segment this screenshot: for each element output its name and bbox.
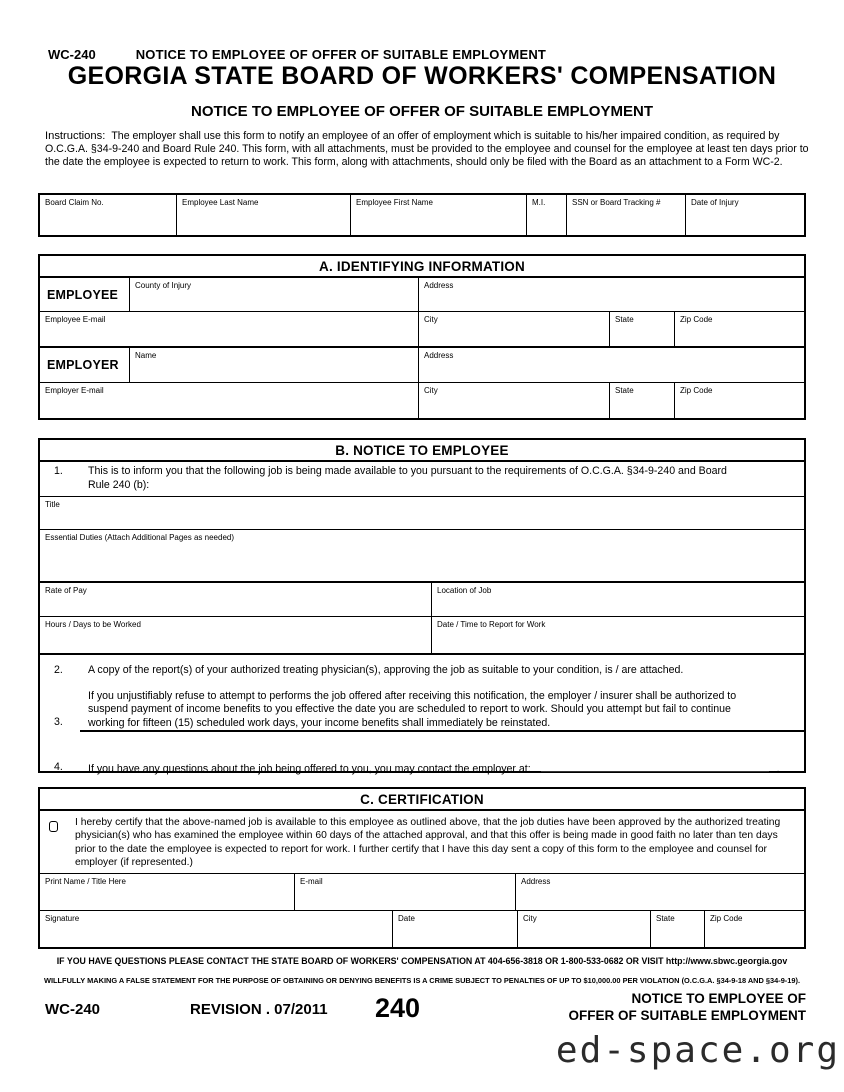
employer-name-field[interactable] — [130, 348, 419, 382]
instructions-label: Instructions: — [45, 130, 106, 142]
cert-name-row — [40, 874, 804, 910]
cert-city-label: City — [523, 914, 537, 924]
employee-last-name-label: Employee Last Name — [182, 198, 259, 207]
item-2-text: A copy of the report(s) of your authorized treating physician(s), approving the job as suitable to your condition, is / are attached. — [88, 664, 684, 676]
job-title-field[interactable] — [40, 496, 804, 529]
cert-state-label: State — [656, 914, 675, 924]
employee-zip-label: Zip Code — [680, 315, 713, 324]
board-claim-no-field[interactable] — [40, 195, 177, 235]
certify-checkbox-wrap — [49, 816, 75, 869]
date-of-injury-label: Date of Injury — [691, 198, 739, 207]
cert-zip-field[interactable] — [705, 911, 804, 947]
cert-signature-row — [40, 910, 804, 947]
cert-email-field[interactable] — [295, 874, 516, 910]
date-of-injury-field[interactable] — [686, 195, 804, 235]
cert-address-field[interactable] — [516, 874, 804, 910]
item-3-line-3: working for fifteen (15) scheduled work days, your income benefits shall immediately be reinstated. — [88, 716, 551, 729]
section-a-title: A. IDENTIFYING INFORMATION — [40, 256, 804, 278]
claim-info-table — [38, 193, 806, 237]
print-name-field[interactable] — [40, 874, 295, 910]
item-1-text: This is to inform you that the following job is being made available to you pursuant to the requirements of O.C.G.A. §34-9-240 and Board Rule 240 (b): — [88, 465, 727, 491]
county-of-injury-field[interactable] — [130, 278, 419, 311]
pay-location-row — [40, 581, 804, 616]
footer-page-number: 240 — [375, 993, 421, 1023]
middle-initial-field[interactable] — [527, 195, 567, 235]
hours-report-row — [40, 616, 804, 653]
notice-item-1 — [40, 462, 804, 496]
footer-revision: REVISION . 07/2011 — [190, 1001, 328, 1018]
employer-email-row — [40, 382, 804, 418]
item-3-line-2: suspend payment of income benefits to you effective the date you are scheduled to report to work. Should you attempt but fail to continue — [88, 703, 731, 715]
employee-email-label: Employee E-mail — [45, 315, 106, 324]
cert-date-label: Date — [398, 914, 415, 924]
cert-address-label: Address — [521, 877, 551, 887]
notice-item-4 — [40, 761, 804, 777]
essential-duties-label: Essential Duties (Attach Additional Pages as needed) — [45, 533, 235, 542]
employee-row — [40, 278, 804, 311]
instructions-text: The employer shall use this form to notify an employee of an offer of employment which is suitable to his/her impaired condition, as required by O.C.G.A. §34-9-240 and Board Rule 240. This form, with all attachments, must be provided to the employee and counsel for the employee at least ten days prior to the date the employee is expected to return to work. This form, along with attachments, should only be filed with the Board as an attachment to a Form WC-2. — [45, 130, 809, 169]
rate-of-pay-field[interactable] — [40, 583, 432, 616]
cert-date-field[interactable] — [393, 911, 518, 947]
employer-city-label: City — [424, 386, 438, 395]
footer-right-title — [569, 991, 807, 1024]
employer-address-label: Address — [424, 351, 454, 360]
item-3-underline — [80, 730, 804, 732]
section-notice-to-employee — [38, 438, 806, 773]
employee-state-field[interactable] — [610, 312, 675, 346]
date-time-report-label: Date / Time to Report for Work — [437, 620, 546, 629]
job-title-label: Title — [45, 500, 60, 509]
employee-address-field[interactable] — [419, 278, 804, 311]
ssn-tracking-field[interactable] — [567, 195, 686, 235]
location-of-job-label: Location of Job — [437, 586, 492, 595]
notice-item-2 — [40, 664, 804, 678]
employee-email-field[interactable] — [40, 312, 419, 346]
instructions-paragraph — [45, 130, 812, 170]
print-name-label: Print Name / Title Here — [45, 877, 126, 887]
item-1-number: 1. — [54, 465, 63, 477]
watermark-text: ed-space.org — [555, 1030, 840, 1071]
section-c-title: C. CERTIFICATION — [40, 789, 804, 811]
employer-contact-blank[interactable] — [541, 761, 769, 772]
location-of-job-field[interactable] — [432, 583, 804, 616]
hours-days-label: Hours / Days to be Worked — [45, 620, 141, 629]
cert-state-field[interactable] — [651, 911, 705, 947]
hours-days-field[interactable] — [40, 617, 432, 653]
cert-city-field[interactable] — [518, 911, 651, 947]
certification-text: I hereby certify that the above-named job is available to this employee as outlined above, that the job duties have been approved by the authorized treating physician(s) who has examined the employee within 60 days of the attached approval, and that this offer is being made in good faith no later than ten days prior to the date the employee is expected to report for work. I further certify that I have this day sent a copy of this form to the employee and counsel for employer (if represented.) — [75, 817, 781, 868]
employer-state-field[interactable] — [610, 383, 675, 418]
form-subtitle: NOTICE TO EMPLOYEE OF OFFER OF SUITABLE EMPLOYMENT — [191, 103, 653, 120]
employee-city-label: City — [424, 315, 438, 324]
section-identifying-information — [38, 254, 806, 420]
employee-address-label: Address — [424, 281, 454, 290]
item-2-number: 2. — [54, 664, 63, 676]
employer-name-label: Name — [135, 351, 157, 360]
cert-email-label: E-mail — [300, 877, 323, 887]
org-title: GEORGIA STATE BOARD OF WORKERS' COMPENSATION — [67, 62, 777, 90]
form-number: WC-240 — [48, 47, 96, 62]
rate-of-pay-label: Rate of Pay — [45, 586, 87, 595]
header-top-title: NOTICE TO EMPLOYEE OF OFFER OF SUITABLE EMPLOYMENT — [135, 47, 547, 62]
employee-first-name-label: Employee First Name — [356, 198, 433, 207]
employee-first-name-field[interactable] — [351, 195, 527, 235]
middle-initial-label: M.I. — [532, 198, 546, 207]
employer-city-field[interactable] — [419, 383, 610, 418]
item-4-text: If you have any questions about the job being offered to you, you may contact the employer at: — [88, 763, 531, 775]
footer-contact-line: IF YOU HAVE QUESTIONS PLEASE CONTACT THE STATE BOARD OF WORKERS' COMPENSATION AT 404-656-3818 OR 1-800-533-0682 OR VISIT http://www.sbwc.georgia.gov — [56, 956, 788, 966]
section-certification — [38, 787, 806, 949]
employee-row-label: EMPLOYEE — [40, 278, 130, 311]
cert-zip-label: Zip Code — [710, 914, 743, 924]
employee-zip-field[interactable] — [675, 312, 804, 346]
employer-state-label: State — [615, 386, 634, 395]
board-claim-no-label: Board Claim No. — [45, 198, 104, 207]
footer-right-line-2: OFFER OF SUITABLE EMPLOYMENT — [568, 1007, 806, 1023]
employee-last-name-field[interactable] — [177, 195, 351, 235]
footer-form-number: WC-240 — [45, 1001, 101, 1018]
signature-label: Signature — [45, 914, 80, 924]
notice-item-3 — [40, 690, 804, 731]
claim-info-row — [40, 195, 804, 235]
employer-email-label: Employer E-mail — [45, 386, 104, 395]
employee-email-row — [40, 311, 804, 346]
employer-zip-field[interactable] — [675, 383, 804, 418]
employer-row-label: EMPLOYER — [40, 348, 130, 382]
employee-state-label: State — [615, 315, 634, 324]
ssn-tracking-label: SSN or Board Tracking # — [572, 198, 661, 207]
notice-items-region — [40, 653, 804, 775]
signature-field[interactable] — [40, 911, 393, 947]
item-3-text — [88, 690, 804, 731]
certify-checkbox[interactable] — [49, 821, 58, 832]
employer-zip-label: Zip Code — [680, 386, 713, 395]
county-of-injury-label: County of Injury — [135, 281, 192, 290]
essential-duties-field[interactable] — [40, 529, 804, 581]
item-3-line-1: If you unjustifiably refuse to attempt to performs the job offered after receiving this notification, the employer / insurer shall be authorized to — [88, 689, 737, 702]
item-4-period: . — [776, 763, 780, 775]
item-3-number: 3. — [54, 715, 63, 728]
footer-right-line-1: NOTICE TO EMPLOYEE OF — [631, 991, 806, 1006]
item-4-number: 4. — [54, 761, 63, 773]
employer-email-field[interactable] — [40, 383, 419, 418]
section-b-title: B. NOTICE TO EMPLOYEE — [40, 440, 804, 462]
employee-city-field[interactable] — [419, 312, 610, 346]
header-line — [48, 47, 546, 62]
date-time-report-field[interactable] — [432, 617, 804, 653]
employer-row — [40, 346, 804, 382]
certification-statement — [40, 811, 804, 874]
footer-warning-line: WILLFULLY MAKING A FALSE STATEMENT FOR THE PURPOSE OF OBTAINING OR DENYING BENEFITS IS A CRIME SUBJECT TO PENALTIES OF UP TO $10,000.00 PER VIOLATION (O.C.G.A. §34-9-18 AND §34-9-19). — [44, 976, 800, 985]
employer-address-field[interactable] — [419, 348, 804, 382]
